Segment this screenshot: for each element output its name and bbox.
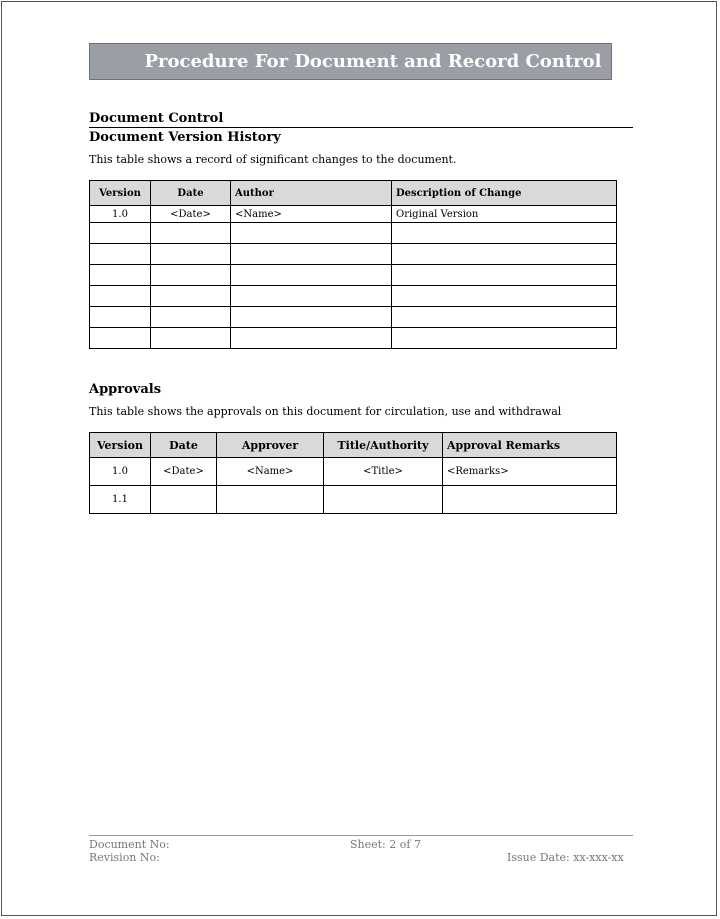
- cell-version[interactable]: 1.0: [90, 458, 151, 486]
- cell-description[interactable]: [392, 244, 617, 265]
- approvals-heading: Approvals: [89, 382, 162, 397]
- cell-description[interactable]: [392, 328, 617, 349]
- table-row: [90, 265, 617, 286]
- cell-version[interactable]: [90, 328, 151, 349]
- cell-date[interactable]: [151, 265, 231, 286]
- cell-approver[interactable]: [217, 486, 324, 514]
- footer-divider: [89, 835, 633, 836]
- table-header-row: [90, 433, 617, 458]
- table-row: [90, 307, 617, 328]
- cell-author[interactable]: [231, 223, 392, 244]
- table-row: [90, 458, 617, 486]
- cell-approval-remarks[interactable]: <Remarks>: [443, 458, 617, 486]
- cell-date[interactable]: [151, 307, 231, 328]
- column-header-approver: Approver: [217, 433, 324, 458]
- table-row: [90, 328, 617, 349]
- column-header-author: Author: [231, 181, 392, 206]
- cell-version[interactable]: [90, 244, 151, 265]
- footer-sheet-number: Sheet: 2 of 7: [350, 838, 421, 851]
- cell-version[interactable]: [90, 265, 151, 286]
- cell-version[interactable]: [90, 286, 151, 307]
- cell-author[interactable]: <Name>: [231, 206, 392, 223]
- table-row: [90, 206, 617, 223]
- approvals-description: This table shows the approvals on this document for circulation, use and withdrawal: [89, 405, 562, 418]
- column-header-version: Version: [90, 181, 151, 206]
- cell-version[interactable]: [90, 223, 151, 244]
- cell-approver[interactable]: <Name>: [217, 458, 324, 486]
- footer-revision-no: Revision No:: [89, 851, 160, 864]
- column-header-version: Version: [90, 433, 151, 458]
- cell-description[interactable]: [392, 286, 617, 307]
- cell-description[interactable]: [392, 265, 617, 286]
- cell-date[interactable]: <Date>: [151, 458, 217, 486]
- cell-title-authority[interactable]: <Title>: [324, 458, 443, 486]
- cell-author[interactable]: [231, 265, 392, 286]
- version-history-description: This table shows a record of significant changes to the document.: [89, 153, 457, 166]
- cell-date[interactable]: [151, 328, 231, 349]
- cell-author[interactable]: [231, 328, 392, 349]
- approvals-table: [89, 432, 617, 514]
- cell-version[interactable]: 1.1: [90, 486, 151, 514]
- cell-date[interactable]: [151, 486, 217, 514]
- cell-author[interactable]: [231, 244, 392, 265]
- cell-approval-remarks[interactable]: [443, 486, 617, 514]
- table-row: [90, 244, 617, 265]
- column-header-approval-remarks: Approval Remarks: [443, 433, 617, 458]
- cell-title-authority[interactable]: [324, 486, 443, 514]
- column-header-date: Date: [151, 181, 231, 206]
- cell-date[interactable]: [151, 223, 231, 244]
- table-header-row: [90, 181, 617, 206]
- document-title-banner: Procedure For Document and Record Control: [89, 43, 612, 80]
- cell-version[interactable]: [90, 307, 151, 328]
- cell-author[interactable]: [231, 307, 392, 328]
- column-header-description: Description of Change: [392, 181, 617, 206]
- table-row: [90, 223, 617, 244]
- cell-description[interactable]: [392, 307, 617, 328]
- footer-document-no: Document No:: [89, 838, 170, 851]
- cell-author[interactable]: [231, 286, 392, 307]
- cell-description[interactable]: Original Version: [392, 206, 617, 223]
- footer-issue-date: Issue Date: xx-xxx-xx: [507, 851, 624, 864]
- column-header-date: Date: [151, 433, 217, 458]
- column-header-title-authority: Title/Authority: [324, 433, 443, 458]
- version-history-table: [89, 180, 617, 349]
- cell-version[interactable]: 1.0: [90, 206, 151, 223]
- table-row: [90, 286, 617, 307]
- table-row: [90, 486, 617, 514]
- document-control-heading: Document Control: [89, 111, 224, 126]
- cell-date[interactable]: <Date>: [151, 206, 231, 223]
- section-divider: [89, 127, 633, 128]
- cell-date[interactable]: [151, 244, 231, 265]
- cell-description[interactable]: [392, 223, 617, 244]
- cell-date[interactable]: [151, 286, 231, 307]
- version-history-heading: Document Version History: [89, 130, 281, 145]
